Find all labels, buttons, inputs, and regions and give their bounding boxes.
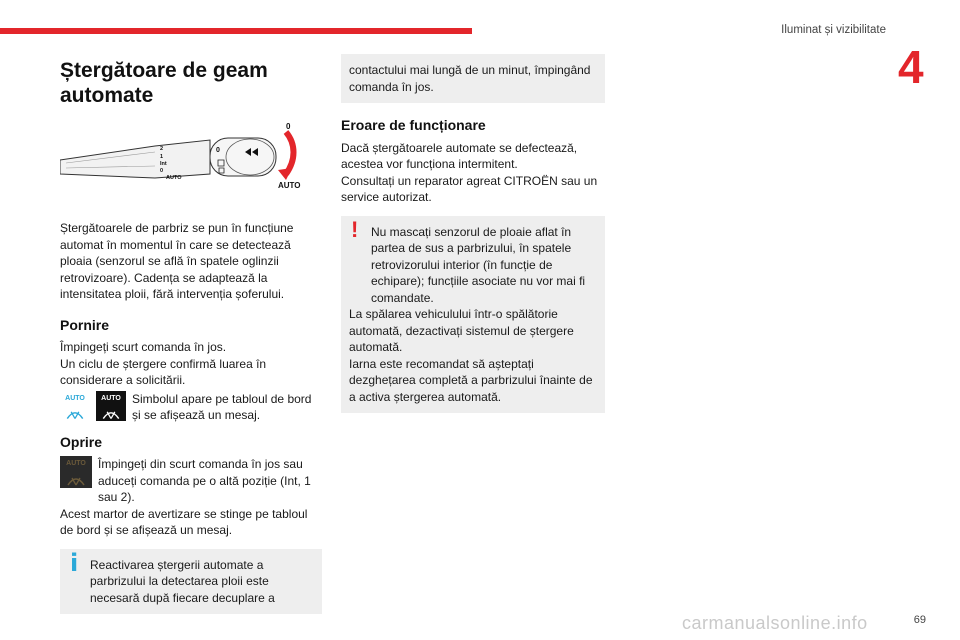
- callout-auto: AUTO: [278, 181, 301, 190]
- warning-text-2: La spălarea vehiculului într-o spălătorie automată, dezactivați sistemul de ștergere automată.: [349, 307, 574, 354]
- info-box: [60, 549, 322, 615]
- start-heading: Pornire: [60, 316, 110, 333]
- right-column: [341, 54, 605, 413]
- warning-icon: !: [351, 216, 359, 242]
- start-icon-row: [60, 391, 322, 424]
- stop-icon-row: [60, 456, 322, 506]
- page-title: Ștergătoare de geam automate: [60, 59, 268, 107]
- stalk-label-auto: AUTO: [166, 175, 182, 181]
- warning-box: [341, 216, 605, 414]
- left-column: [60, 58, 322, 614]
- auto-wiper-dark-icon: AUTO: [96, 391, 126, 421]
- stalk-label-2: 2: [160, 146, 164, 152]
- header-red-bar: [0, 28, 472, 34]
- warning-text-3: Iarna este recomandat să așteptați dezghețarea completă a parbrizului înainte de a activa ștergerea automată.: [349, 356, 593, 404]
- info-icon: i: [70, 548, 79, 577]
- wiper-stalk-illustration: [60, 122, 322, 200]
- info-box-continued-text: contactului mai lungă de un minut, împingând comanda în jos.: [349, 63, 591, 94]
- error-text: Dacă ștergătoarele automate se defectează, acestea vor funcționa intermitent. Consultați un reparator agreat CITROËN sau un service autorizat.: [341, 140, 598, 204]
- stalk-label-1: 1: [160, 154, 164, 160]
- stop-text-2: Acest martor de avertizare se stinge pe tabloul de bord și se afișează un mesaj.: [60, 506, 308, 537]
- stalk-label-int: Int: [160, 161, 167, 167]
- watermark: carmanualsonline.info: [682, 613, 868, 633]
- error-heading: Eroare de funcționare: [341, 117, 486, 133]
- chapter-number: 4: [898, 41, 924, 93]
- start-text: Împingeți scurt comanda în jos. Un ciclu de ștergere confirmă luarea în considerare a solicitării.: [60, 340, 267, 387]
- callout-zero: 0: [286, 122, 291, 131]
- stalk-label-0: 0: [160, 168, 164, 174]
- auto-wiper-light-icon: AUTO: [60, 391, 90, 421]
- page-number: 69: [913, 614, 926, 626]
- stop-heading: Oprire: [60, 433, 103, 450]
- info-box-continued: [341, 54, 605, 103]
- section-title: Iluminat și vizibilitate: [781, 24, 886, 36]
- stop-text-1: Împingeți din scurt comanda în jos sau aduceți comanda pe o altă poziție (Int, 1 sau 2).: [98, 457, 311, 504]
- info-box-text: Reactivarea ștergerii automate a parbrizului la detectarea ploii este necesară după fiecare decuplare a: [90, 557, 275, 605]
- intro-text: Ștergătoarele de parbriz se pun în funcțiune automat în momentul în care se detectează ploaia (senzorul se află în spatele oglinzii retrovizoare). Cadența se adaptează la intensitatea ploii, fără intervenția șoferului.: [60, 221, 294, 301]
- warning-text-1: Nu mascați senzorul de ploaie aflat în partea de sus a parbrizului, în spatele retrovizorului interior (în funcție de echipare); funcțiile asociate nu vor mai fi comandate.: [371, 224, 586, 305]
- start-icon-text: Simbolul apare pe tabloul de bord și se afișează un mesaj.: [132, 391, 312, 422]
- auto-wiper-off-icon: AUTO: [60, 456, 92, 488]
- svg-text:0: 0: [216, 147, 220, 154]
